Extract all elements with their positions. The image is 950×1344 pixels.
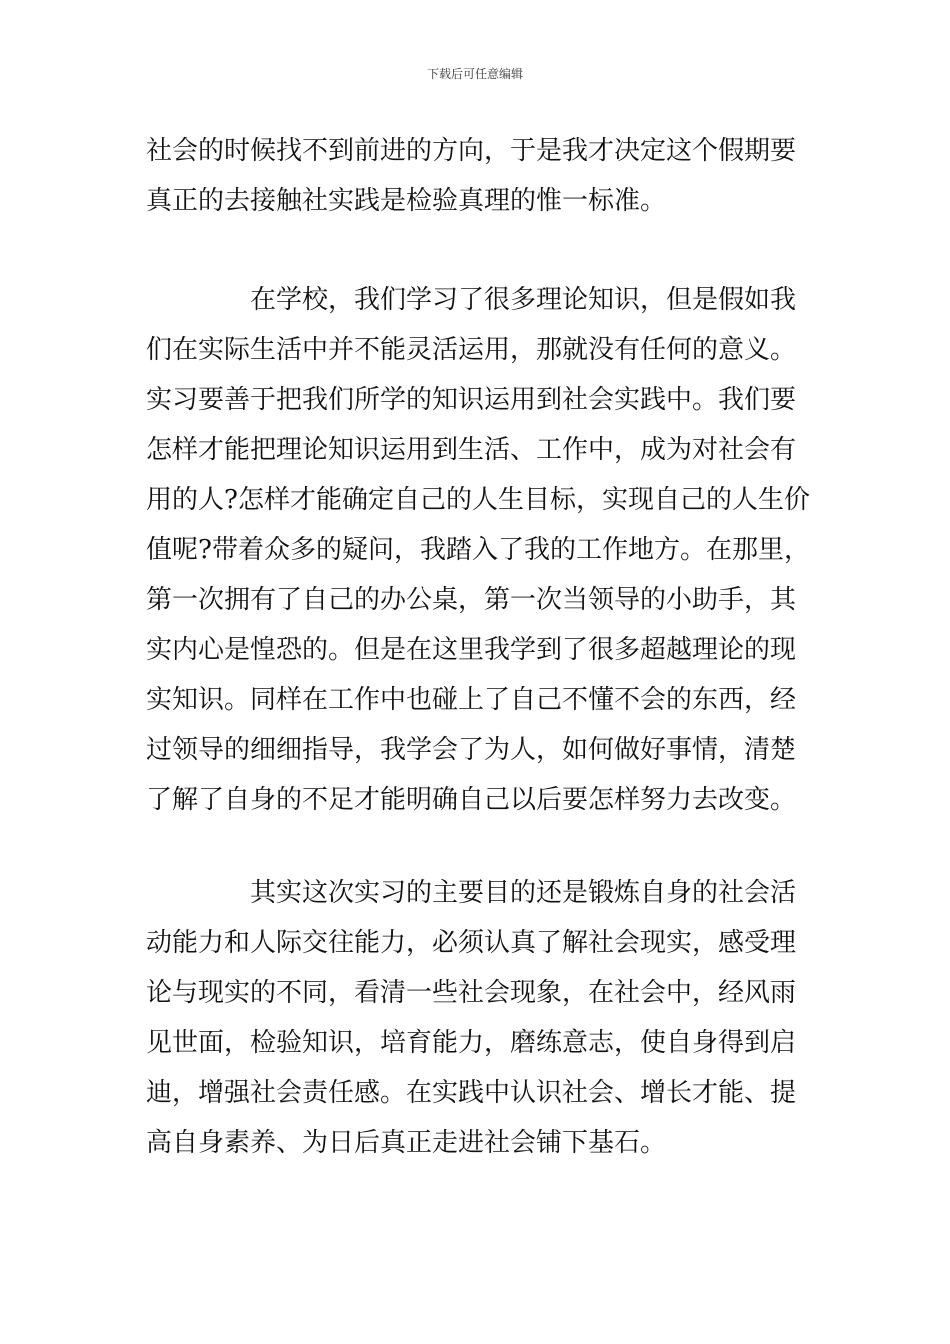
paragraph-line: 第一次拥有了自己的办公桌，第一次当领导的小助手，其 [146, 585, 797, 615]
paragraph-line: 实内心是惶恐的。但是在这里我学到了很多超越理论的现 [146, 635, 797, 665]
paragraph-line: 动能力和人际交往能力，必须认真了解社会现实，感受理 [146, 928, 797, 958]
paragraph-line: 实知识。同样在工作中也碰上了自己不懂不会的东西，经 [146, 685, 797, 715]
paragraph-line: 论与现实的不同，看清一些社会现象，在社会中，经风雨 [146, 978, 797, 1008]
paragraph-line: 怎样才能把理论知识运用到生活、工作中，成为对社会有 [146, 435, 797, 465]
paragraph-line: 了解了自身的不足才能明确自己以后要怎样努力去改变。 [146, 785, 797, 815]
paragraph-line: 社会的时候找不到前进的方向，于是我才决定这个假期要 [146, 136, 797, 166]
page-header-note: 下载后可任意编辑 [426, 67, 523, 81]
paragraph-line: 见世面，检验知识，培育能力，磨练意志，使自身得到启 [146, 1028, 797, 1058]
paragraph-line: 们在实际生活中并不能灵活运用，那就没有任何的意义。 [146, 335, 797, 365]
paragraph-line: 迪，增强社会责任感。在实践中认识社会、增长才能、提 [146, 1078, 797, 1108]
paragraph-line: 在学校，我们学习了很多理论知识，但是假如我 [146, 285, 797, 315]
paragraph-line: 实习要善于把我们所学的知识运用到社会实践中。我们要 [146, 385, 797, 415]
paragraph-2 [146, 275, 808, 825]
paragraph-line: 过领导的细细指导，我学会了为人，如何做好事情，清楚 [146, 735, 797, 765]
paragraph-3 [146, 868, 808, 1168]
paragraph-line: 值呢?带着众多的疑问，我踏入了我的工作地方。在那里， [146, 535, 810, 565]
paragraph-1 [146, 126, 808, 226]
paragraph-line: 其实这次实习的主要目的还是锻炼自身的社会活 [146, 878, 797, 908]
paragraph-line: 高自身素养、为日后真正走进社会铺下基石。 [146, 1128, 667, 1158]
paragraph-line: 真正的去接触社实践是检验真理的惟一标准。 [146, 186, 667, 216]
paragraph-line: 用的人?怎样才能确定自己的人生目标，实现自己的人生价 [146, 485, 810, 515]
